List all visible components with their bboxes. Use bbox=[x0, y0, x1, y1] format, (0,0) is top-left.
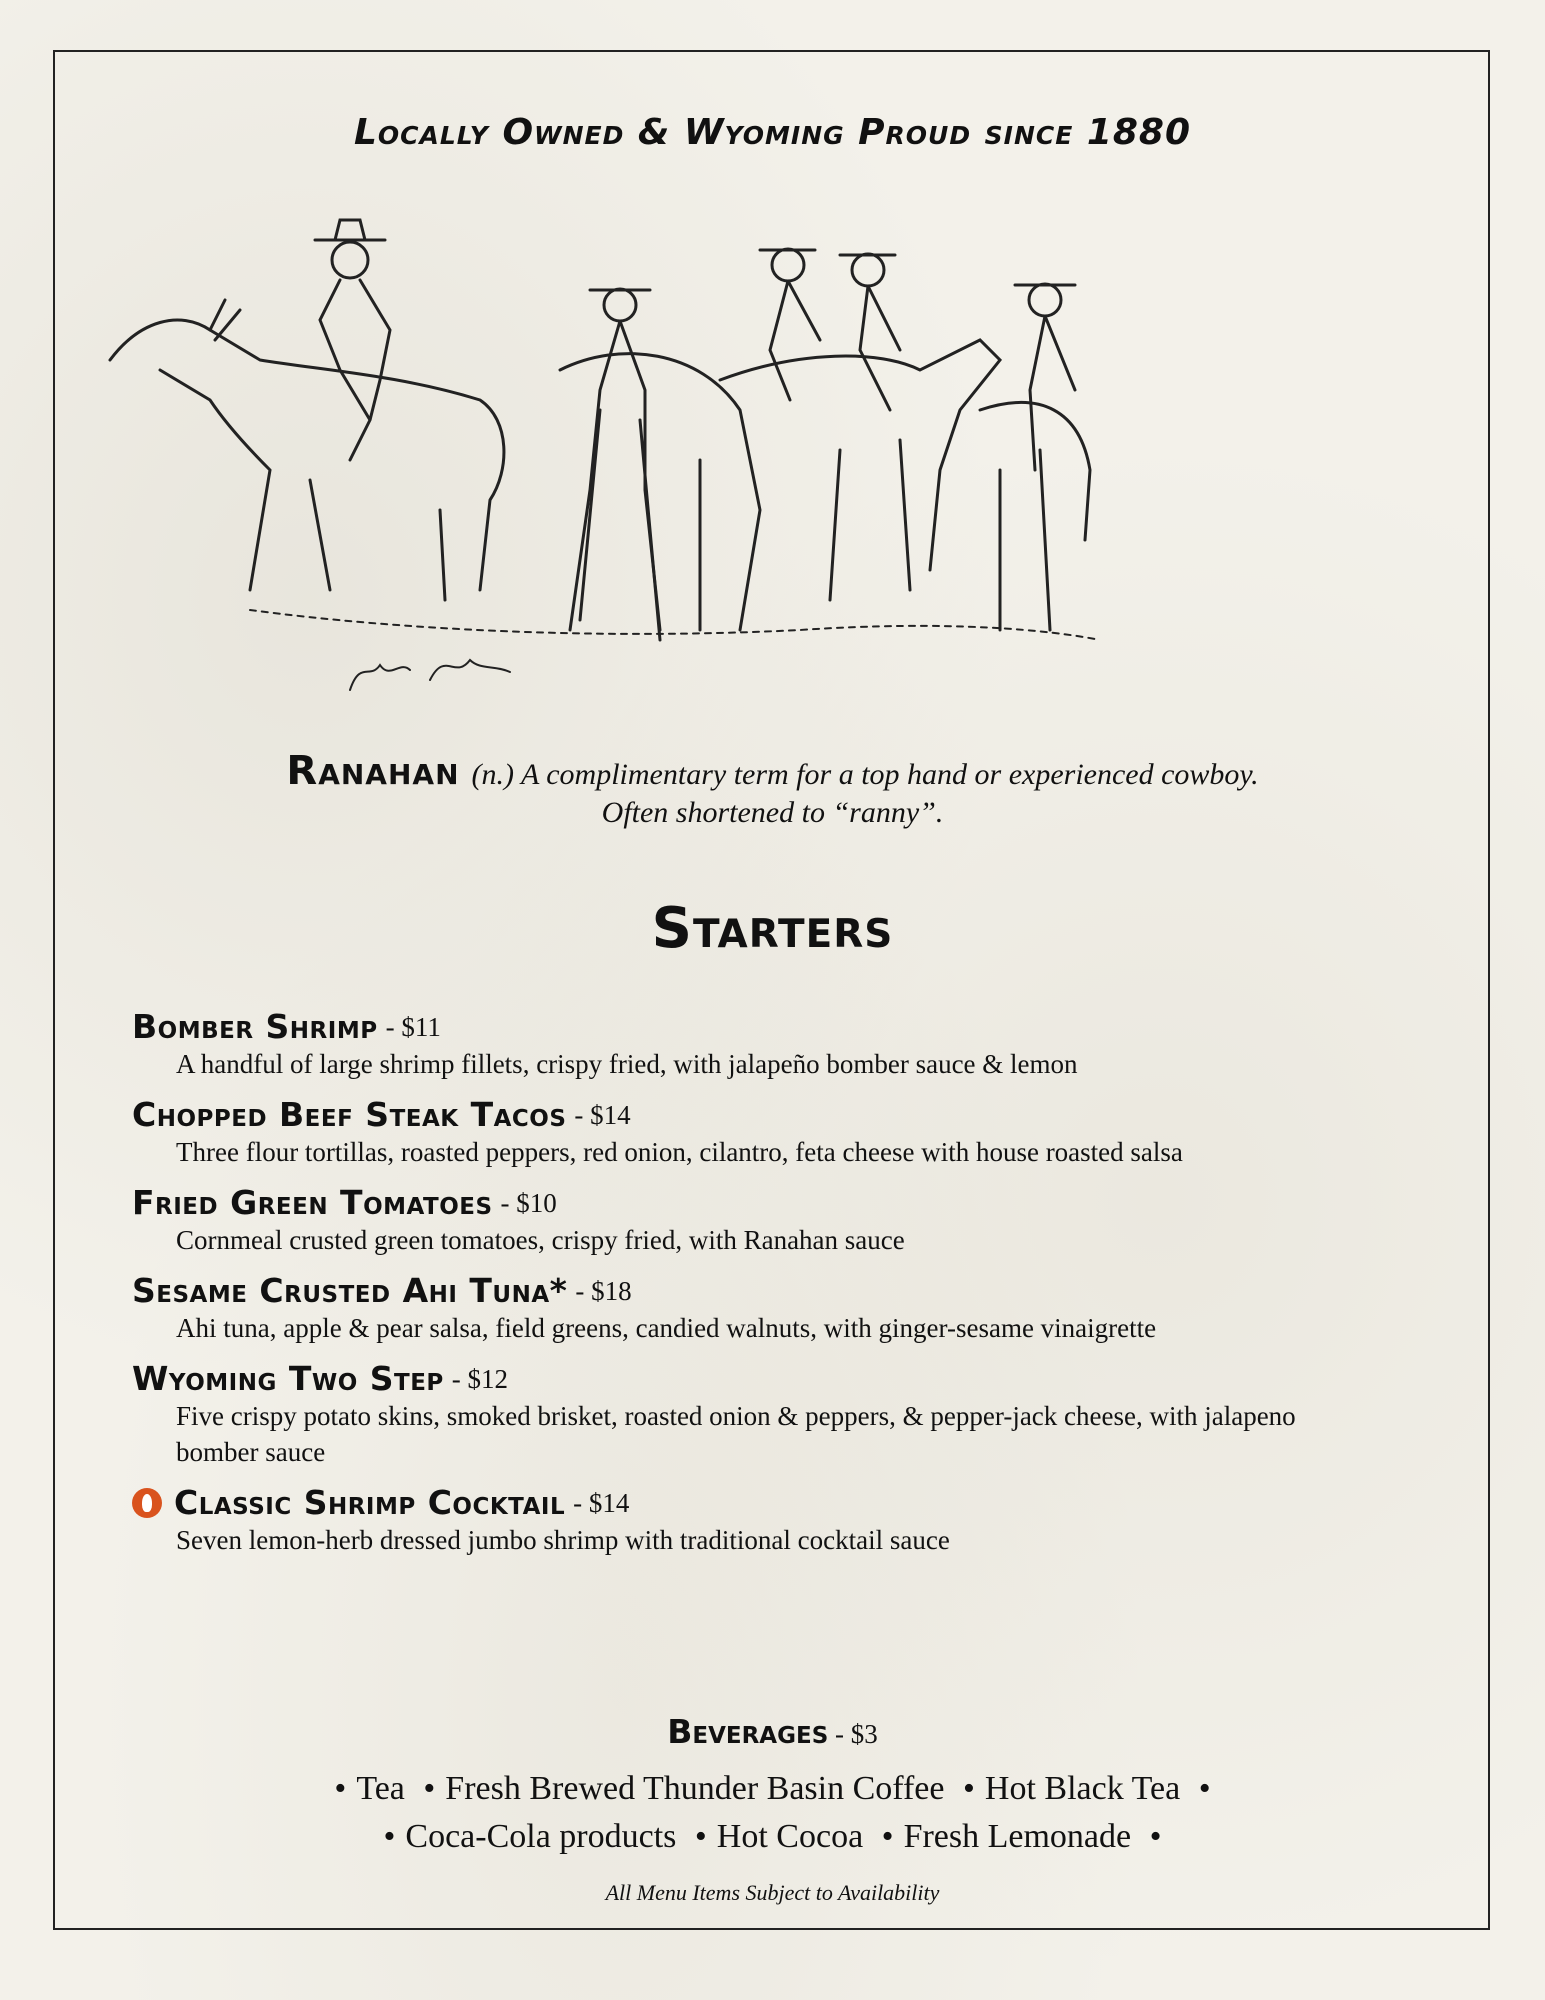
tagline: Locally Owned & Wyoming Proud since 1880 bbox=[353, 112, 1192, 153]
item-price: - $18 bbox=[575, 1276, 632, 1306]
availability-note: All Menu Items Subject to Availability bbox=[605, 1880, 940, 1905]
beverages-title: Beverages bbox=[667, 1712, 829, 1751]
menu-item bbox=[132, 1184, 1382, 1258]
menu-item bbox=[132, 1360, 1382, 1470]
beverage-item: Tea bbox=[356, 1770, 405, 1807]
beverage-item: Fresh Lemonade bbox=[903, 1818, 1132, 1855]
item-price: - $12 bbox=[451, 1364, 509, 1394]
item-description: Cornmeal crusted green tomatoes, crispy fried, with Ranahan sauce bbox=[176, 1225, 905, 1255]
item-description: Five crispy potato skins, smoked brisket, roasted onion & peppers, & pepper-jack cheese, with jalapeno bomber sauce bbox=[176, 1401, 1296, 1467]
definition bbox=[0, 748, 1545, 832]
item-price: - $14 bbox=[573, 1488, 630, 1518]
item-name: Wyoming Two Step bbox=[132, 1359, 444, 1398]
beverages-line-2: • Coca-Cola products • Hot Cocoa • Fresh Lemonade • bbox=[383, 1818, 1162, 1855]
cowboys-on-horseback-sketch-icon bbox=[100, 210, 1180, 730]
item-price: - $11 bbox=[385, 1012, 441, 1042]
definition-text-line2: Often shortened to “ranny”. bbox=[601, 796, 944, 829]
menu-item bbox=[132, 1484, 1382, 1558]
beverage-item: Hot Black Tea bbox=[984, 1770, 1181, 1807]
signature-dish-icon bbox=[132, 1488, 162, 1518]
beverage-item: Hot Cocoa bbox=[716, 1818, 864, 1855]
beverage-item: Coca-Cola products bbox=[405, 1818, 677, 1855]
section-title: Starters bbox=[651, 896, 894, 961]
item-name: Chopped Beef Steak Tacos bbox=[132, 1095, 567, 1134]
beverages-line-1: • Tea • Fresh Brewed Thunder Basin Coffee • Hot Black Tea • bbox=[334, 1770, 1211, 1807]
item-price: - $14 bbox=[574, 1100, 631, 1130]
item-name: Fried Green Tomatoes bbox=[132, 1183, 493, 1222]
menu-item bbox=[132, 1008, 1382, 1082]
item-description: Seven lemon-herb dressed jumbo shrimp with traditional cocktail sauce bbox=[176, 1525, 950, 1555]
item-description: A handful of large shrimp fillets, crispy fried, with jalapeño bomber sauce & lemon bbox=[176, 1049, 1078, 1079]
item-description: Three flour tortillas, roasted peppers, red onion, cilantro, feta cheese with house roasted salsa bbox=[176, 1137, 1183, 1167]
item-name: Sesame Crusted Ahi Tuna* bbox=[132, 1271, 568, 1310]
menu-item bbox=[132, 1272, 1382, 1346]
definition-word: Ranahan bbox=[286, 748, 460, 794]
beverages-price: - $3 bbox=[835, 1719, 878, 1749]
item-name: Classic Shrimp Cocktail bbox=[174, 1483, 566, 1522]
beverage-item: Fresh Brewed Thunder Basin Coffee bbox=[445, 1770, 945, 1807]
menu-item bbox=[132, 1096, 1382, 1170]
definition-text-line1: (n.) A complimentary term for a top hand or experienced cowboy. bbox=[471, 758, 1259, 791]
beverages-heading bbox=[0, 1712, 1545, 1751]
menu-list bbox=[132, 1008, 1382, 1572]
item-name: Bomber Shrimp bbox=[132, 1007, 378, 1046]
item-description: Ahi tuna, apple & pear salsa, field greens, candied walnuts, with ginger-sesame vinaigrette bbox=[176, 1313, 1157, 1343]
item-price: - $10 bbox=[500, 1188, 557, 1218]
